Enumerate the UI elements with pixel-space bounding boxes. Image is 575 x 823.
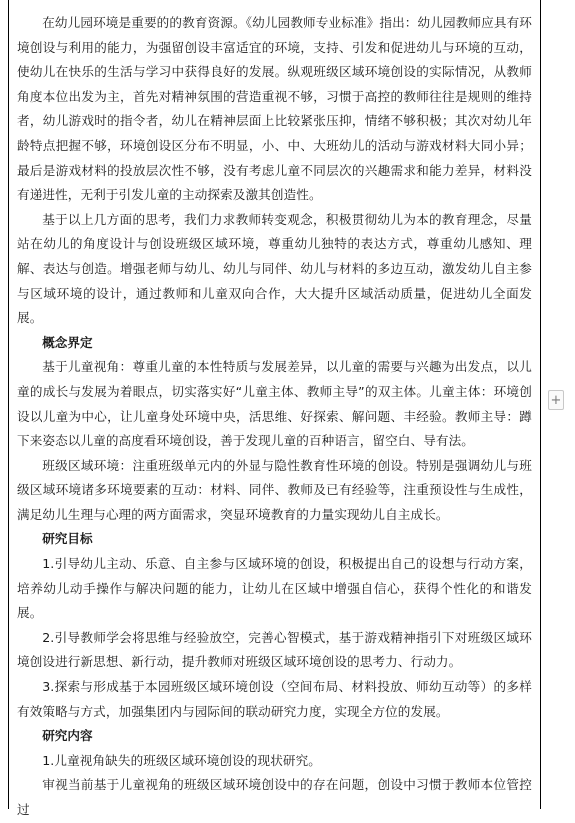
section-heading-goals: 研究目标 xyxy=(42,531,93,547)
goal-item-3: 3.探索与形成基于本园班级区域环境创设（空间布局、材料投放、师幼互动等）的多样有效策略与方式，加强集团内与园际间的联动研究力度，实现全方位的发展。 xyxy=(17,679,532,719)
content-item-1-detail: 审视当前基于儿童视角的班级区域环境创设中的存在问题，创设中习惯于教师本位管控过 xyxy=(17,777,532,817)
reflection-paragraph: 基于以上几方面的思考，我们力求教师转变观念，积极贯彻幼儿为本的教育理念，尽量站在幼儿的角度设计与创设班级区域环境，尊重幼儿独特的表达方式，尊重幼儿感知、理解、表达与创造。增强老师与幼儿、幼儿与同伴、幼儿与材料的多边互动，激发幼儿自主参与区域环境的设计，通过教师和儿童双向合作，大大提升区域活动质量，促进幼儿全面发展。 xyxy=(17,211,532,326)
goal-item-1: 1.引导幼儿主动、乐意、自主参与区域环境的创设，积极提出自己的设想与行动方案，培养幼儿动手操作与解决问题的能力，让幼儿在区域中增强自信心，获得个性化的和谐发展。 xyxy=(17,556,532,621)
section-heading-concepts: 概念界定 xyxy=(42,334,93,350)
document-page xyxy=(8,0,541,817)
concept-class-environment-paragraph: 班级区域环境：注重班级单元内的外显与隐性教育性环境的创设。特别是强调幼儿与班级区域环境诸多环境要素的互动：材料、同伴、教师及已有经验等，注重预设性与生成性，满足幼儿生理与心理的两方面需求，突显环境教育的力量实现幼儿自主成长。 xyxy=(17,457,532,522)
expand-plus-icon[interactable]: + xyxy=(548,390,564,410)
intro-paragraph: 在幼儿园环境是重要的的教育资源。《幼儿园教师专业标准》指出：幼儿园教师应具有环境创设与利用的能力，为强留创设丰富适宜的环境，支持、引发和促进幼儿与环境的互动，使幼儿在快乐的生活与学习中获得良好的发展。纵观班级区域环境创设的实际情况，从教师角度本位出发为主，首先对精神氛围的营造重视不够，习惯于高控的教师往往是规则的维持者，幼儿游戏时的指令者，幼儿在精神层面上比较紧张压抑，情绪不够积极；其次对幼儿年龄特点把握不够，环境创设区分布不明显，小、中、大班幼儿的活动与游戏材料大同小异；最后是游戏材料的投放层次性不够，没有考虑儿童不同层次的兴趣需求和能力差异，材料没有递进性，无利于引发儿童的主动探索及激其创造性。 xyxy=(17,15,532,203)
section-heading-content: 研究内容 xyxy=(42,728,93,744)
content-item-1: 1.儿童视角缺失的班级区域环境创设的现状研究。 xyxy=(42,752,321,768)
goal-item-2: 2.引导教师学会将思维与经验放空，完善心智模式，基于游戏精神指引下对班级区域环境创设进行新思想、新行动，提升教师对班级区域环境创设的思考力、行动力。 xyxy=(17,629,532,670)
concept-child-perspective-paragraph: 基于儿童视角：尊重儿童的本性特质与发展差异，以儿童的需要与兴趣为出发点，以儿童的成长与发展为着眼点，切实落实好“儿童主体、教师主导”的双主体。儿童主体：环境创设以儿童为中心，让儿童身处环境中央，活思维、好探索、解问题、丰经验。教师主导：蹲下来姿态以儿童的高度看环境创设，善于发现儿童的百种语言，留空白、导有法。 xyxy=(17,359,532,449)
